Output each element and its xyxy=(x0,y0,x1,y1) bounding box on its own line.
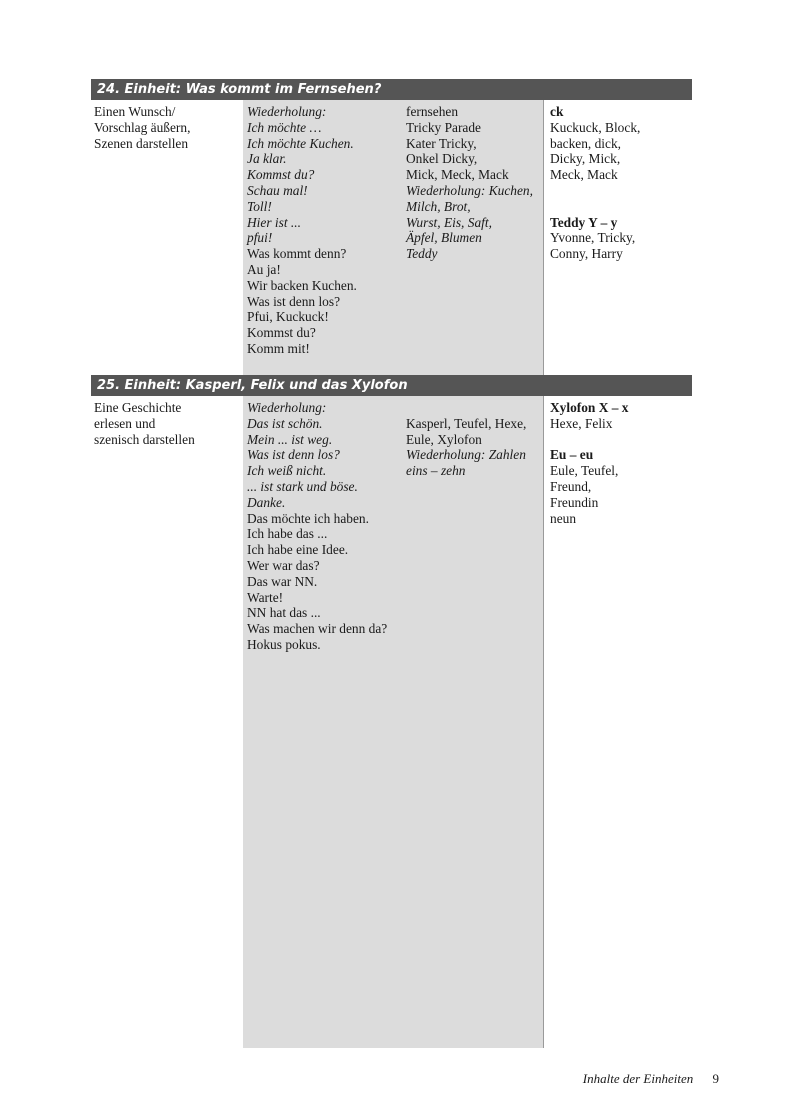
unit-24-header: 24. Einheit: Was kommt im Fernsehen? xyxy=(91,79,692,100)
page-number: 9 xyxy=(712,1071,719,1086)
unit-25-goal-column xyxy=(94,400,195,447)
unit-25-vocabulary-line: Kasperl, Teufel, Hexe, xyxy=(406,415,527,431)
unit-24-goal-line: Vorschlag äußern, xyxy=(94,119,191,135)
unit-25-phrase-line: ... ist stark und böse. xyxy=(247,478,358,494)
unit-24-phrase-line: Schau mal! xyxy=(247,182,308,198)
unit-25-phrase-line: Mein ... ist weg. xyxy=(247,431,333,447)
unit-24-letter-line: Dicky, Mick, xyxy=(550,151,621,167)
unit-24-vocabulary-line: Tricky Parade xyxy=(406,119,482,135)
unit-25-phrase-line: Das ist schön. xyxy=(247,415,323,431)
unit-24-vocabulary-column xyxy=(406,104,533,262)
unit-25-phrase-line: NN hat das ... xyxy=(247,605,321,621)
unit-24-goal-column xyxy=(94,104,190,151)
unit-24-letters-column xyxy=(550,104,640,262)
unit-25-vocabulary-line: eins – zehn xyxy=(406,463,466,479)
unit-24-phrase-line: Ja klar. xyxy=(247,151,287,167)
unit-25-letter-line: Freundin xyxy=(550,494,599,510)
unit-25-phrase-line: Ich habe das ... xyxy=(247,526,328,542)
unit-25-letter-line: Freund, xyxy=(550,478,592,494)
unit-25-letter-line: neun xyxy=(550,510,577,526)
unit-25-vocabulary-line: Wiederholung: Zahlen xyxy=(406,447,526,463)
unit-25-phrase-line: Ich habe eine Idee. xyxy=(247,542,349,558)
unit-25-phrase-line: Was ist denn los? xyxy=(247,447,340,463)
unit-25-goal-line: erlesen und xyxy=(94,415,156,431)
unit-24-letter-line: Teddy Y – y xyxy=(550,214,618,230)
unit-25-letter-line xyxy=(550,432,629,448)
unit-24-goal-line: Szenen darstellen xyxy=(94,135,189,151)
unit-24-phrases-column xyxy=(247,104,357,357)
unit-24-phrase-line: Wiederholung: xyxy=(247,104,327,119)
unit-24-phrase-line: Was kommt denn? xyxy=(247,246,347,262)
unit-25-goal-line: Eine Geschichte xyxy=(94,400,182,415)
unit-25-vocabulary-line: Eule, Xylofon xyxy=(406,431,482,447)
unit-24-letter-line: Meck, Mack xyxy=(550,167,618,183)
unit-25-vocabulary-column xyxy=(406,400,526,479)
unit-24-letter-line: backen, dick, xyxy=(550,135,622,151)
unit-25-phrases-column xyxy=(247,400,387,653)
unit-25-phrase-line: Danke. xyxy=(247,494,286,510)
unit-24-letter-line: Yvonne, Tricky, xyxy=(550,230,636,246)
unit-24-phrase-line: Kommst du? xyxy=(247,167,315,183)
unit-24-phrase-line: Was ist denn los? xyxy=(247,293,341,309)
unit-25-phrase-line: Warte! xyxy=(247,589,284,605)
unit-24-vocabulary-line: Onkel Dicky, xyxy=(406,151,478,167)
unit-24-phrase-line: Au ja! xyxy=(247,261,281,277)
unit-24-vocabulary-line: Mick, Meck, Mack xyxy=(406,167,509,183)
unit-24-vocabulary-line: Kater Tricky, xyxy=(406,135,477,151)
unit-24-phrase-line: Ich möchte … xyxy=(247,119,322,135)
unit-24-phrase-line: Pfui, Kuckuck! xyxy=(247,309,329,325)
unit-24-letter-line: Conny, Harry xyxy=(550,246,623,262)
unit-25-header: 25. Einheit: Kasperl, Felix und das Xylofon xyxy=(91,375,692,396)
unit-24-letter-line xyxy=(550,183,640,199)
page-footer xyxy=(583,1071,719,1087)
unit-25-letters-column xyxy=(550,400,629,526)
unit-24-phrase-line: Wir backen Kuchen. xyxy=(247,277,357,293)
unit-24-letter-line: ck xyxy=(550,104,564,119)
unit-25-goal-line: szenisch darstellen xyxy=(94,431,195,447)
unit-25-phrase-line: Was machen wir denn da? xyxy=(247,621,388,637)
unit-25-letter-line: Eu – eu xyxy=(550,447,594,463)
unit-25-phrase-line: Hokus pokus. xyxy=(247,636,321,652)
unit-24-phrase-line: Kommst du? xyxy=(247,325,316,341)
unit-24-vocabulary-line: Teddy xyxy=(406,246,438,262)
unit-25-letter-line: Eule, Teufel, xyxy=(550,463,619,479)
unit-24-letter-line: Kuckuck, Block, xyxy=(550,119,641,135)
unit-25-vocabulary-line xyxy=(406,400,526,416)
unit-24-phrase-line: Komm mit! xyxy=(247,340,310,356)
unit-24-vocabulary-line: fernsehen xyxy=(406,104,459,119)
unit-24-vocabulary-line: Wiederholung: Kuchen, xyxy=(406,182,533,198)
unit-24-goal-line: Einen Wunsch/ xyxy=(94,104,176,119)
unit-25-phrase-line: Ich weiß nicht. xyxy=(247,463,327,479)
unit-24-phrase-line: pfui! xyxy=(247,230,273,246)
unit-25-phrase-line: Wer war das? xyxy=(247,557,320,573)
unit-24-phrase-line: Toll! xyxy=(247,198,272,214)
unit-24-vocabulary-line: Milch, Brot, xyxy=(406,198,471,214)
unit-24-vocabulary-line: Wurst, Eis, Saft, xyxy=(406,214,492,230)
column-divider xyxy=(543,100,544,1048)
unit-25-letter-line: Hexe, Felix xyxy=(550,415,613,431)
unit-25-phrase-line: Das war NN. xyxy=(247,573,318,589)
unit-25-phrase-line: Das möchte ich haben. xyxy=(247,510,369,526)
unit-25-phrase-line: Wiederholung: xyxy=(247,400,327,415)
unit-24-vocabulary-line: Äpfel, Blumen xyxy=(406,230,482,246)
unit-24-phrase-line: Hier ist ... xyxy=(247,214,301,230)
unit-24-letter-line xyxy=(550,199,640,215)
unit-24-phrase-line: Ich möchte Kuchen. xyxy=(247,135,354,151)
footer-title: Inhalte der Einheiten xyxy=(582,1071,694,1086)
unit-25-letter-line: Xylofon X – x xyxy=(550,400,629,415)
